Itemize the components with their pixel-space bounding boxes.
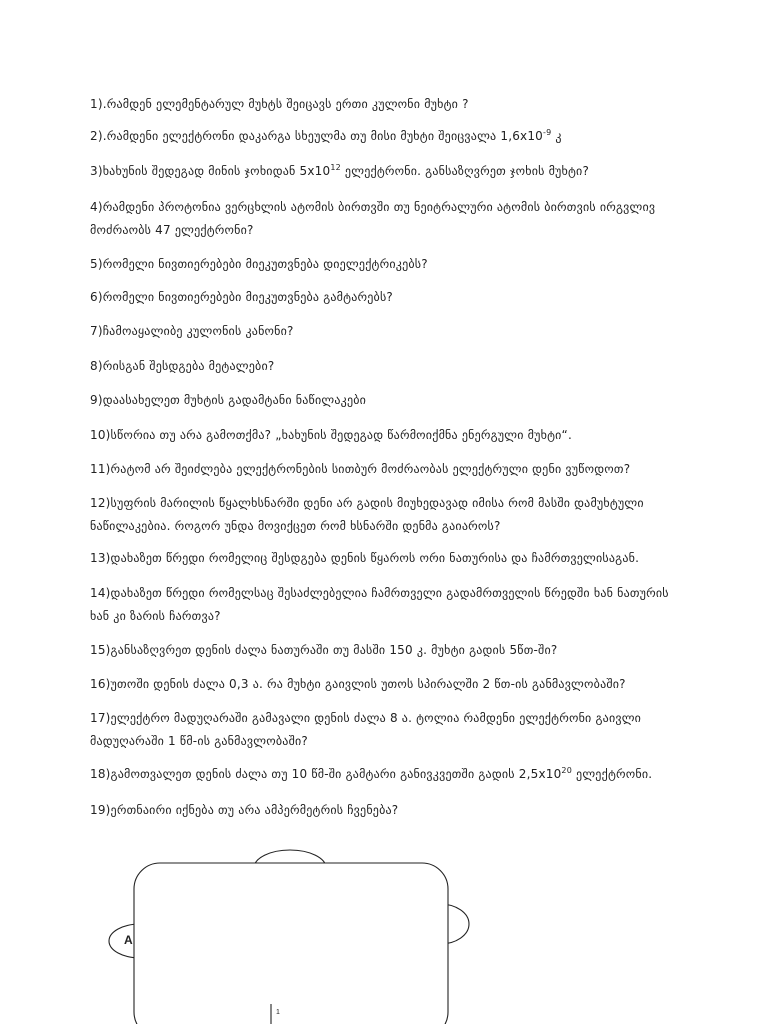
question-6: 6)რომელი ნივთიერებები მიეკუთვნება გამტარებს? — [90, 290, 393, 304]
question-10: 10)სწორია თუ არა გამოთქმა? „ხახუნის შედეგად წარმოიქმნა ენერგული მუხტი“. — [90, 428, 572, 442]
question-5: 5)რომელი ნივთიერებები მიეკუთვნება დიელექტრიკებს? — [90, 257, 428, 271]
question-11: 11)რატომ არ შეიძლება ელექტრონების სითბურ მოძრაობას ელექტრული დენი ვუწოდოთ? — [90, 462, 631, 476]
ammeter-label: A — [124, 933, 133, 947]
question-16: 16)უთოში დენის ძალა 0,3 ა. რა მუხტი გაივლის უთოს სპირალში 2 წთ-ის განმავლობაში? — [90, 677, 626, 691]
question-13: 13)დახაზეთ წრედი რომელიც შესდგება დენის წყაროს ორი ნათურისა და ჩამრთველისაგან. — [90, 551, 640, 565]
question-3: 3)ხახუნის შედეგად მინის ჯოხიდან $5x10^{12}$ ელექტრონი. განსაზღვრეთ ჯოხის მუხტი? — [90, 163, 590, 178]
small-label: 1 — [276, 1009, 280, 1016]
question-19: 19)ერთნაირი იქნება თუ არა ამპერმეტრის ჩვენება? — [90, 803, 399, 817]
question-14: 14)დახაზეთ წრედი რომელსაც შესაძლებელია ჩამრთველი გადამრთველის წრედში ხან ნათურის ხან კი ზარის ჩართვა? — [90, 586, 669, 623]
question-7: 7)ჩამოაყალიბე კულონის კანონი? — [90, 324, 294, 338]
question-12: 12)სუფრის მარილის წყალხსნარში დენი არ გადის მიუხედავად იმისა რომ მასში დამუხტული ნაწილაკებია. როგორ უნდა მოვიქცეთ რომ ხსნარში დენმა გაიაროს? — [90, 496, 644, 533]
question-17: 17)ელექტრო მადუღარაში გამავალი დენის ძალა 8 ა. ტოლია რამდენი ელექტრონი გაივლი მადუღარაში 1 წმ-ის განმავლობაში? — [90, 711, 642, 748]
question-18: 18)გამოთვალეთ დენის ძალა თუ 10 წმ-ში გამტარი განივკვეთში გადის $2,5x10^{20}$ ელექტრონი. — [90, 766, 653, 781]
question-2: 2).რამდენი ელექტრონი დაკარგა სხეულმა თუ მისი მუხტი შეიცვალა $1,6x10^{-9}$ კ — [90, 128, 562, 143]
question-9: 9)დაასახელეთ მუხტის გადამტანი ნაწილაკები — [90, 393, 367, 407]
question-15: 15)განსაზღვრეთ დენის ძალა ნათურაში თუ მასში 150 კ. მუხტი გადის 5წთ-ში? — [90, 643, 558, 657]
circuit-frame — [134, 863, 448, 1024]
question-8: 8)რისგან შესდგება მეტალები? — [90, 359, 275, 373]
question-4: 4)რამდენი პროტონია ვერცხლის ატომის ბირთვში თუ ნეიტრალური ატომის ბირთვის ირგვლივ მოძრაობს 47 ელექტრონი? — [90, 200, 656, 237]
question-1: 1).რამდენ ელემენტარულ მუხტს შეიცავს ერთი კულონი მუხტი ? — [90, 97, 469, 111]
